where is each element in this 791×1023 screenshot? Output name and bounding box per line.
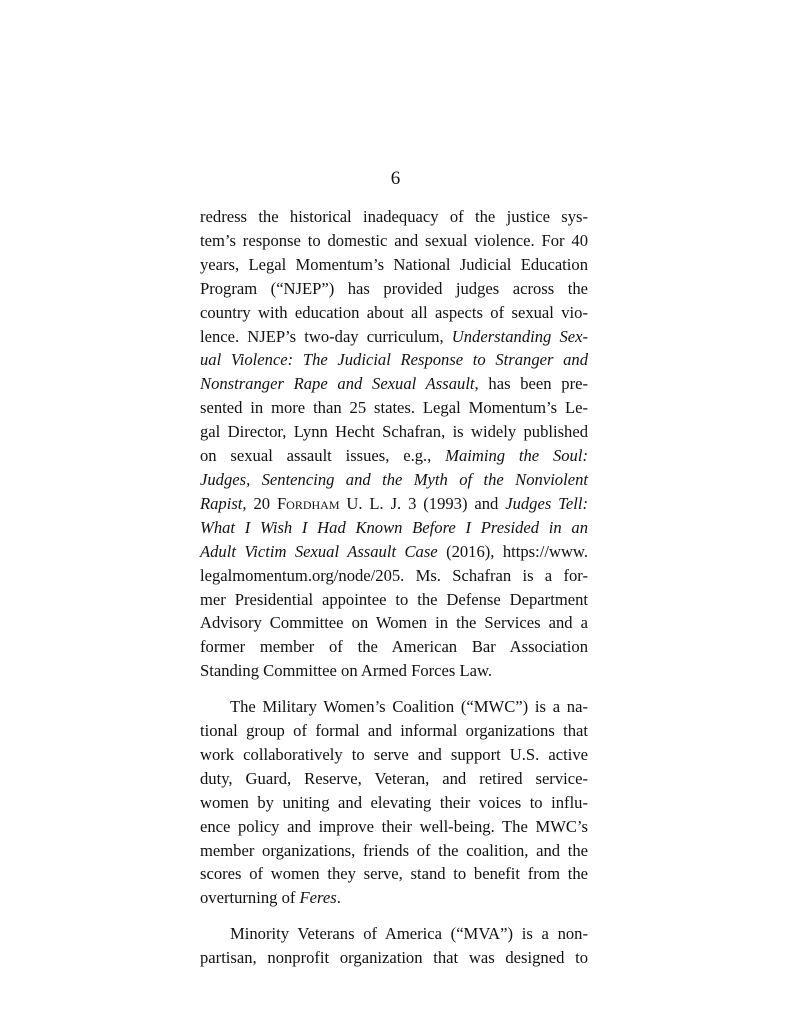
text-line: [200, 301, 588, 325]
italic-text: Feres: [299, 888, 337, 908]
italic-text: What I Wish I Had Known Before I Presided in an: [200, 517, 588, 537]
italic-text: Judges, Sentencing and the Myth of the Nonviolent: [200, 469, 588, 489]
text-run: country with education about all aspects of sexual vio-: [200, 302, 588, 322]
text-run: , 20: [242, 493, 277, 513]
text-line: [200, 348, 588, 372]
text-line: [200, 229, 588, 253]
text-run: tional group of formal and informal organizations that: [200, 721, 588, 741]
paragraph: [200, 922, 588, 970]
italic-text: ual Violence: The Judicial Response to Stranger and: [200, 350, 588, 370]
text-line: [200, 659, 588, 683]
text-line: [200, 839, 588, 863]
text-line: [200, 468, 588, 492]
text-run: .: [336, 888, 341, 908]
text-line: [200, 420, 588, 444]
italic-text: Understanding Sex-: [451, 326, 589, 346]
text-line: [200, 886, 588, 910]
text-line: [200, 719, 588, 743]
text-line: [200, 205, 588, 229]
text-line: [200, 396, 588, 420]
text-line: [200, 325, 588, 349]
text-line: [200, 372, 588, 396]
page-number: 6: [390, 168, 401, 189]
paragraph: [200, 695, 588, 910]
italic-text: Maiming the Soul:: [445, 446, 588, 466]
text-line: [200, 253, 588, 277]
text-run: work collaboratively to serve and support U.S. active: [200, 744, 588, 764]
text-run: ence policy and improve their well-being. The MWC’s: [200, 816, 588, 836]
text-line: [200, 564, 588, 588]
text-line: [200, 862, 588, 886]
italic-text: Nonstranger Rape and Sexual Assault: [200, 374, 475, 394]
text-run: gal Director, Lynn Hecht Schafran, is widely published: [200, 422, 588, 442]
text-run: partisan, nonprofit organization that was designed to: [200, 948, 588, 968]
body-text: [200, 205, 588, 970]
text-run: sented in more than 25 states. Legal Momentum’s Le-: [200, 398, 588, 418]
text-line: [200, 922, 588, 946]
text-run: Standing Committee on Armed Forces Law.: [200, 661, 493, 681]
text-run: legalmomentum.org/node/205. Ms. Schafran is a for-: [200, 565, 588, 585]
text-line: [200, 588, 588, 612]
text-line: [200, 743, 588, 767]
text-run: redress the historical inadequacy of the justice sys-: [200, 207, 588, 226]
text-run: member organizations, friends of the coalition, and the: [200, 840, 588, 860]
text-run: Program (“NJEP”) has provided judges across the: [200, 278, 588, 298]
text-run: Advisory Committee on Women in the Services and a: [200, 613, 588, 633]
text-run: women by uniting and elevating their voices to influ-: [200, 792, 588, 812]
text-run: U. L. J. 3 (1993) and: [339, 493, 506, 513]
italic-text: Adult Victim Sexual Assault Case: [200, 541, 438, 561]
text-run: Minority Veterans of America (“MVA”) is a non-: [230, 924, 588, 944]
text-line: [200, 815, 588, 839]
text-run: , has been pre-: [474, 374, 588, 394]
text-run: The Military Women’s Coalition (“MWC”) is a na-: [230, 697, 588, 717]
text-run: scores of women they serve, stand to benefit from the: [200, 864, 588, 884]
text-line: [200, 277, 588, 301]
text-line: [200, 444, 588, 468]
text-line: [200, 540, 588, 564]
text-run: years, Legal Momentum’s National Judicial Education: [200, 254, 588, 274]
italic-text: Judges Tell:: [505, 493, 588, 513]
text-run: lence. NJEP’s two-day curriculum,: [200, 326, 452, 346]
text-line: [200, 767, 588, 791]
text-line: [200, 492, 588, 516]
paragraph: [200, 205, 588, 683]
text-run: former member of the American Bar Association: [200, 637, 588, 657]
text-run: duty, Guard, Reserve, Veteran, and retired service-: [200, 768, 588, 788]
text-line: [200, 695, 588, 719]
text-line: [200, 611, 588, 635]
text-line: [200, 791, 588, 815]
text-line: [200, 946, 588, 970]
italic-text: Rapist: [200, 493, 243, 513]
text-line: [200, 635, 588, 659]
text-line: [200, 516, 588, 540]
text-run: tem’s response to domestic and sexual violence. For 40: [200, 230, 588, 250]
text-run: on sexual assault issues, e.g.,: [200, 446, 446, 466]
text-run: overturning of: [200, 888, 300, 908]
small-caps-text: Fordham: [276, 493, 340, 513]
text-run: (2016), https://www.: [437, 541, 588, 561]
text-run: mer Presidential appointee to the Defense Department: [200, 589, 588, 609]
